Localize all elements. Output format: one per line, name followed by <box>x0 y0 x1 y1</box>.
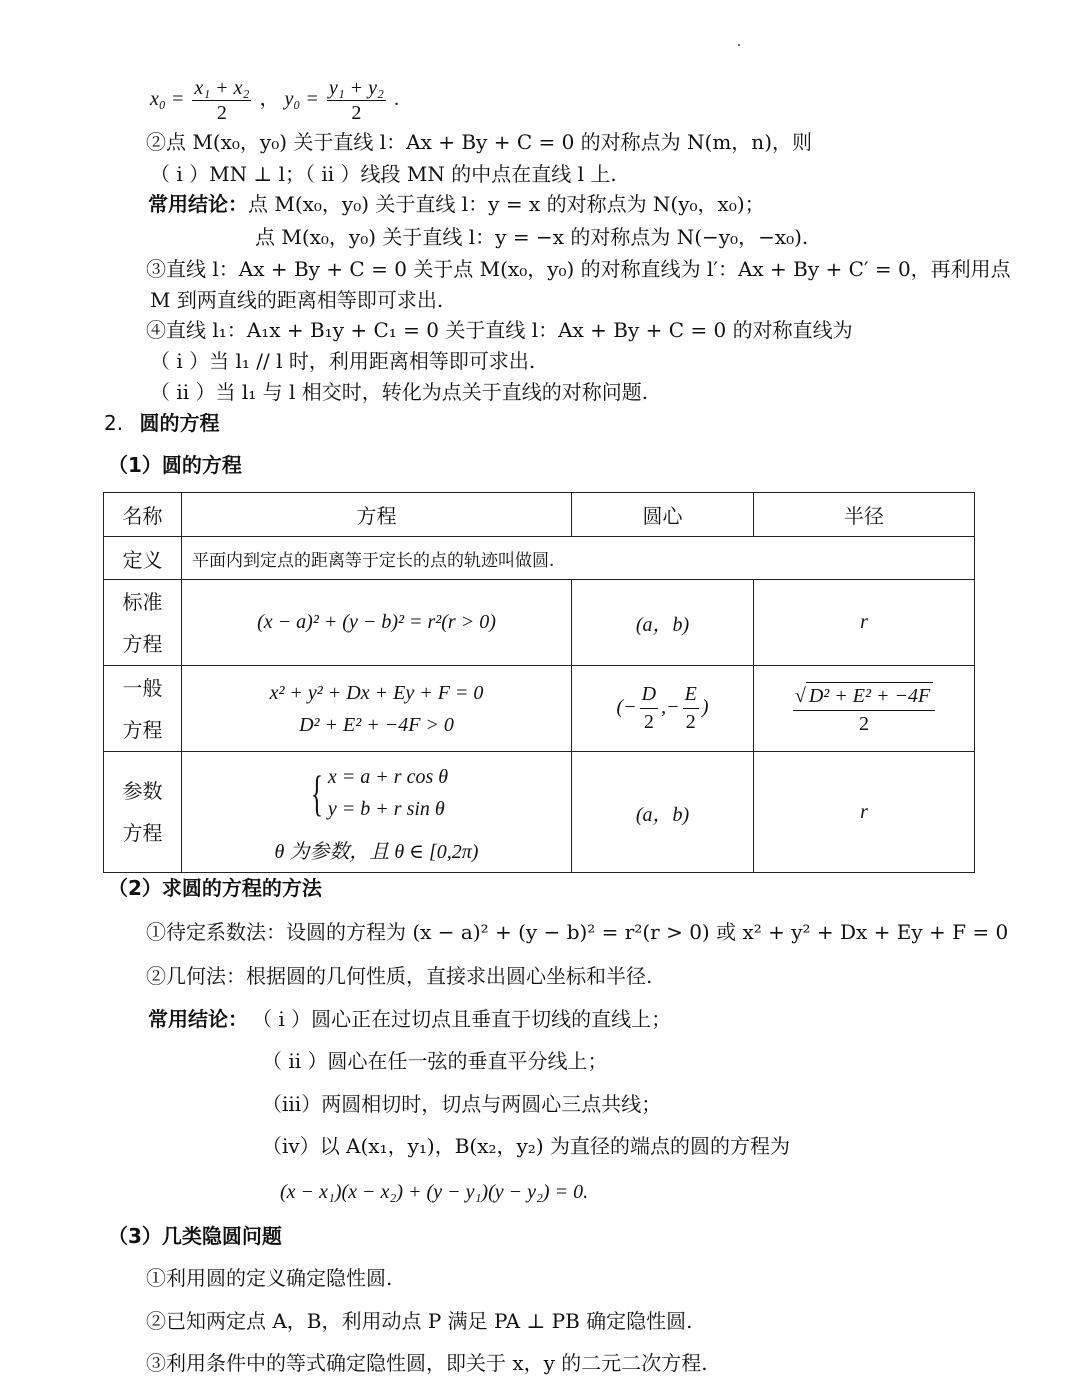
circle-equation-table <box>103 492 975 873</box>
table-row-general <box>104 666 975 752</box>
center-mid: ,− <box>661 696 680 719</box>
center-frac-e <box>683 683 699 734</box>
intersect-case: （ ii ）当 l₁ 与 l 相交时，转化为点关于直线的对称问题. <box>150 380 649 404</box>
center-num-e: E <box>683 683 699 709</box>
hidden-circle-1: ①利用圆的定义确定隐性圆. <box>146 1266 393 1290</box>
section-number: 2. <box>104 411 124 435</box>
parametric-radius: r <box>754 752 975 873</box>
x0-label: x₀ = <box>150 88 185 111</box>
y0-denominator: 2 <box>351 102 362 124</box>
radius-fraction <box>793 682 935 736</box>
diameter-circle-equation: (x − x₁)(x − x₂) + (y − y₁)(y − y₂) = 0. <box>280 1181 589 1203</box>
definition-text: 平面内到定点的距离等于定长的点的轨迹叫做圆. <box>182 537 975 580</box>
symmetric-line-about-point <box>146 259 1011 279</box>
conclusion-line-2: 点 M(x₀，y₀) 关于直线 l：y = −x 的对称点为 N(−y₀，−x₀). <box>255 225 809 249</box>
header-name: 名称 <box>104 493 182 537</box>
scan-speck <box>738 44 740 46</box>
system-brace: { <box>310 764 323 821</box>
table-row-standard <box>104 580 975 666</box>
general-equation <box>182 666 572 752</box>
standard-equation: (x − a)² + (y − b)² = r²(r > 0) <box>182 580 572 666</box>
parallel-case: （ i ）当 l₁ // l 时，利用距离相等即可求出. <box>150 349 536 373</box>
row-name-parametric-2: 方程 <box>122 821 163 845</box>
row-name-parametric-1: 参数 <box>122 779 163 803</box>
row-name-definition: 定义 <box>104 537 182 580</box>
general-center <box>572 666 754 752</box>
parametric-center: (a，b) <box>572 752 754 873</box>
symmetric-line-text-2: M 到两直线的距离相等即可求出. <box>150 288 444 312</box>
parametric-equation <box>182 752 572 873</box>
center-close: ) <box>701 696 709 719</box>
section-title: 圆的方程 <box>139 411 220 435</box>
period: . <box>393 88 399 111</box>
center-num-d: D <box>640 683 658 709</box>
y0-label: y₀ = <box>284 88 319 111</box>
circled-2-marker: ② <box>146 130 166 154</box>
symmetric-point-conditions: （ i ）MN ⊥ l；（ ii ）线段 MN 的中点在直线 l 上. <box>150 162 617 186</box>
row-name-standard-1: 标准 <box>122 589 163 614</box>
circled-4-marker: ④ <box>146 318 166 342</box>
row-name-general-2: 方程 <box>122 717 163 742</box>
subheading-methods: （2）求圆的方程的方法 <box>108 876 322 900</box>
conclusion2-iii: （iii）两圆相切时，切点与两圆心三点共线； <box>262 1092 662 1116</box>
row-name-parametric <box>104 752 182 873</box>
table-header-row <box>104 493 975 537</box>
header-center: 圆心 <box>572 493 754 537</box>
parametric-x: x = a + r cos θ <box>327 765 449 788</box>
symmetric-line-line-text: 直线 l₁：A₁x + B₁y + C₁ = 0 关于直线 l：Ax + By + C = 0 的对称直线为 <box>166 318 853 342</box>
conclusion-label: 常用结论： <box>148 192 248 216</box>
midpoint-formula <box>150 78 399 123</box>
conclusion2-label: 常用结论： <box>148 1007 248 1031</box>
common-conclusion-1 <box>148 194 765 214</box>
circled-3-marker: ③ <box>146 257 166 281</box>
general-equation-1: x² + y² + Dx + Ey + F = 0 <box>269 681 484 704</box>
symmetric-line-text: 直线 l：Ax + By + C = 0 关于点 M(x₀，y₀) 的对称直线为 l′：Ax + By + C′ = 0，再利用点 <box>166 257 1011 281</box>
hidden-circle-3: ③利用条件中的等式确定隐性圆，即关于 x，y 的二元二次方程. <box>146 1351 708 1375</box>
subheading-hidden-circles: （3）几类隐圆问题 <box>108 1224 282 1248</box>
sqrt-symbol: √ <box>794 684 806 707</box>
method-geometric: ②几何法：根据圆的几何性质，直接求出圆心坐标和半径. <box>146 964 653 988</box>
header-equation: 方程 <box>182 493 572 537</box>
parametric-note: θ 为参数，且 θ ∈ [0,2π) <box>274 840 479 863</box>
x0-fraction <box>192 78 251 123</box>
standard-radius: r <box>754 580 975 666</box>
row-name-standard <box>104 580 182 666</box>
center-den-d: 2 <box>643 711 654 733</box>
table-row-definition <box>104 537 975 580</box>
radius-radicand: D² + E² + −4F <box>806 682 933 708</box>
center-open: (− <box>616 696 637 719</box>
symmetric-line-about-line <box>146 320 853 340</box>
general-equation-condition: D² + E² + −4F > 0 <box>299 713 454 736</box>
conclusion2-iv: （iv）以 A(x₁，y₁)，B(x₂，y₂) 为直径的端点的圆的方程为 <box>262 1134 790 1158</box>
x0-numerator: x₁ + x₂ <box>194 77 250 99</box>
hidden-circle-2: ②已知两定点 A，B，利用动点 P 满足 PA ⊥ PB 确定隐性圆. <box>146 1309 693 1333</box>
conclusion2-ii: （ ii ）圆心在任一弦的垂直平分线上； <box>262 1049 608 1073</box>
y0-numerator: y₁ + y₂ <box>328 77 384 99</box>
header-radius: 半径 <box>754 493 975 537</box>
standard-center: (a，b) <box>572 580 754 666</box>
common-conclusion-2 <box>148 1009 671 1029</box>
row-name-general-1: 一般 <box>122 675 163 700</box>
center-frac-d <box>640 683 658 734</box>
center-den-e: 2 <box>685 711 696 733</box>
general-radius <box>754 666 975 752</box>
radius-numerator <box>793 682 935 711</box>
parametric-y: y = b + r sin θ <box>327 797 445 820</box>
section-heading <box>104 413 219 433</box>
row-name-general <box>104 666 182 752</box>
symmetric-point-rule <box>146 132 812 152</box>
separator: ， <box>259 88 280 111</box>
parametric-system <box>328 761 448 825</box>
symmetric-point-text: 点 M(x₀，y₀) 关于直线 l：Ax + By + C = 0 的对称点为 N(m，n)，则 <box>166 130 812 154</box>
x0-denominator: 2 <box>216 102 227 124</box>
y0-fraction <box>327 78 386 123</box>
row-name-standard-2: 方程 <box>122 631 163 656</box>
radius-denominator: 2 <box>859 712 869 735</box>
subheading-circle-equation: （1）圆的方程 <box>108 453 242 477</box>
method-undetermined-coefficients: ①待定系数法：设圆的方程为 (x − a)² + (y − b)² = r²(r > 0) 或 x² + y² + Dx + Ey + F = 0 <box>146 920 1009 944</box>
conclusion-line-1: 点 M(x₀，y₀) 关于直线 l：y = x 的对称点为 N(y₀，x₀)； <box>248 192 765 216</box>
conclusion2-i: （ i ）圆心正在过切点且垂直于切线的直线上； <box>262 1007 672 1031</box>
table-row-parametric <box>104 752 975 873</box>
